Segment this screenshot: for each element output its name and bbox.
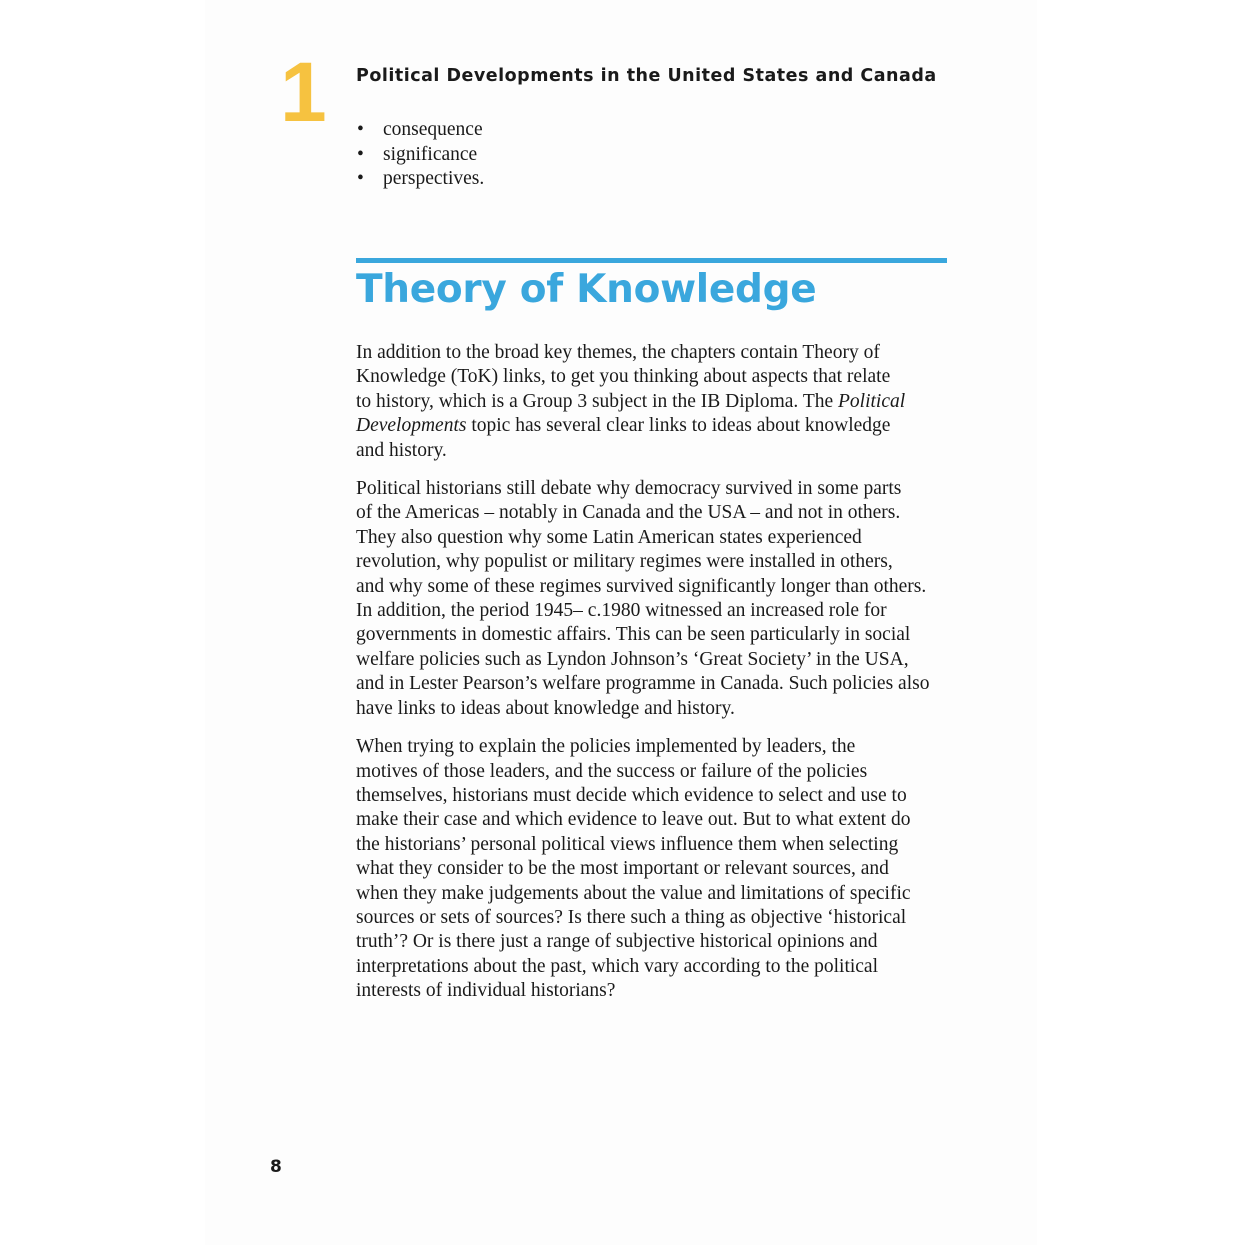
text-line: welfare policies such as Lyndon Johnson’s ‘Great Society’ in the USA, — [356, 648, 909, 670]
text-line: have links to ideas about knowledge and history. — [356, 697, 735, 719]
text-line: the historians’ personal political views influence them when selecting — [356, 833, 899, 855]
text-line: and history. — [356, 439, 447, 461]
bullet-list — [356, 118, 484, 192]
text-line: When trying to explain the policies implemented by leaders, the — [356, 736, 856, 758]
italic-title: Developments — [356, 415, 467, 437]
text-line: when they make judgements about the value and limitations of specific — [356, 882, 911, 904]
bullet-icon: • — [357, 119, 364, 140]
text-line: make their case and which evidence to leave out. But to what extent do — [356, 809, 911, 831]
section-title: Theory of Knowledge — [356, 267, 817, 312]
text-line: and why some of these regimes survived significantly longer than others. — [356, 575, 927, 597]
paragraph-3 — [356, 735, 956, 1003]
text-line: of the Americas – notably in Canada and the USA – and not in others. — [356, 502, 901, 524]
text-line: revolution, why populist or military regimes were installed in others, — [356, 551, 893, 573]
text-line: In addition, the period 1945– c.1980 witnessed an increased role for — [356, 600, 887, 622]
paragraph-2 — [356, 477, 956, 721]
text-line: truth’? Or is there just a range of subjective historical opinions and — [356, 931, 878, 953]
page-number: 8 — [270, 1157, 282, 1177]
body-text — [356, 341, 956, 1018]
text-line: motives of those leaders, and the success or failure of the policies — [356, 760, 868, 782]
text-line: Political historians still debate why democracy survived in some parts — [356, 478, 902, 500]
chapter-number: 1 — [280, 45, 327, 139]
list-item: • consequence — [356, 118, 484, 143]
bullet-icon: • — [357, 143, 364, 165]
text-line: interpretations about the past, which vary according to the political — [356, 955, 879, 977]
text-line: They also question why some Latin American states experienced — [356, 526, 862, 548]
text-line: themselves, historians must decide which evidence to select and use to — [356, 784, 907, 806]
running-head: Political Developments in the United States and Canada — [356, 66, 937, 86]
text-line: Developments topic has several clear links to ideas about knowledge — [356, 415, 891, 437]
list-item: • significance — [356, 143, 484, 168]
italic-title: Political — [838, 390, 906, 412]
text-line: governments in domestic affairs. This can be seen particularly in social — [356, 624, 911, 646]
text-line: what they consider to be the most important or relevant sources, and — [356, 858, 889, 880]
text-line: Knowledge (ToK) links, to get you thinking about aspects that relate — [356, 366, 891, 388]
text-line: to history, which is a Group 3 subject in the IB Diploma. The Political — [356, 390, 906, 412]
list-item: • perspectives. — [356, 167, 484, 192]
text-line: In addition to the broad key themes, the chapters contain Theory of — [356, 342, 880, 363]
text-line: interests of individual historians? — [356, 980, 616, 1002]
text-line: and in Lester Pearson’s welfare programme in Canada. Such policies also — [356, 673, 930, 695]
text-line: sources or sets of sources? Is there such a thing as objective ‘historical — [356, 906, 907, 928]
paragraph-1 — [356, 341, 956, 463]
bullet-icon: • — [357, 168, 364, 189]
